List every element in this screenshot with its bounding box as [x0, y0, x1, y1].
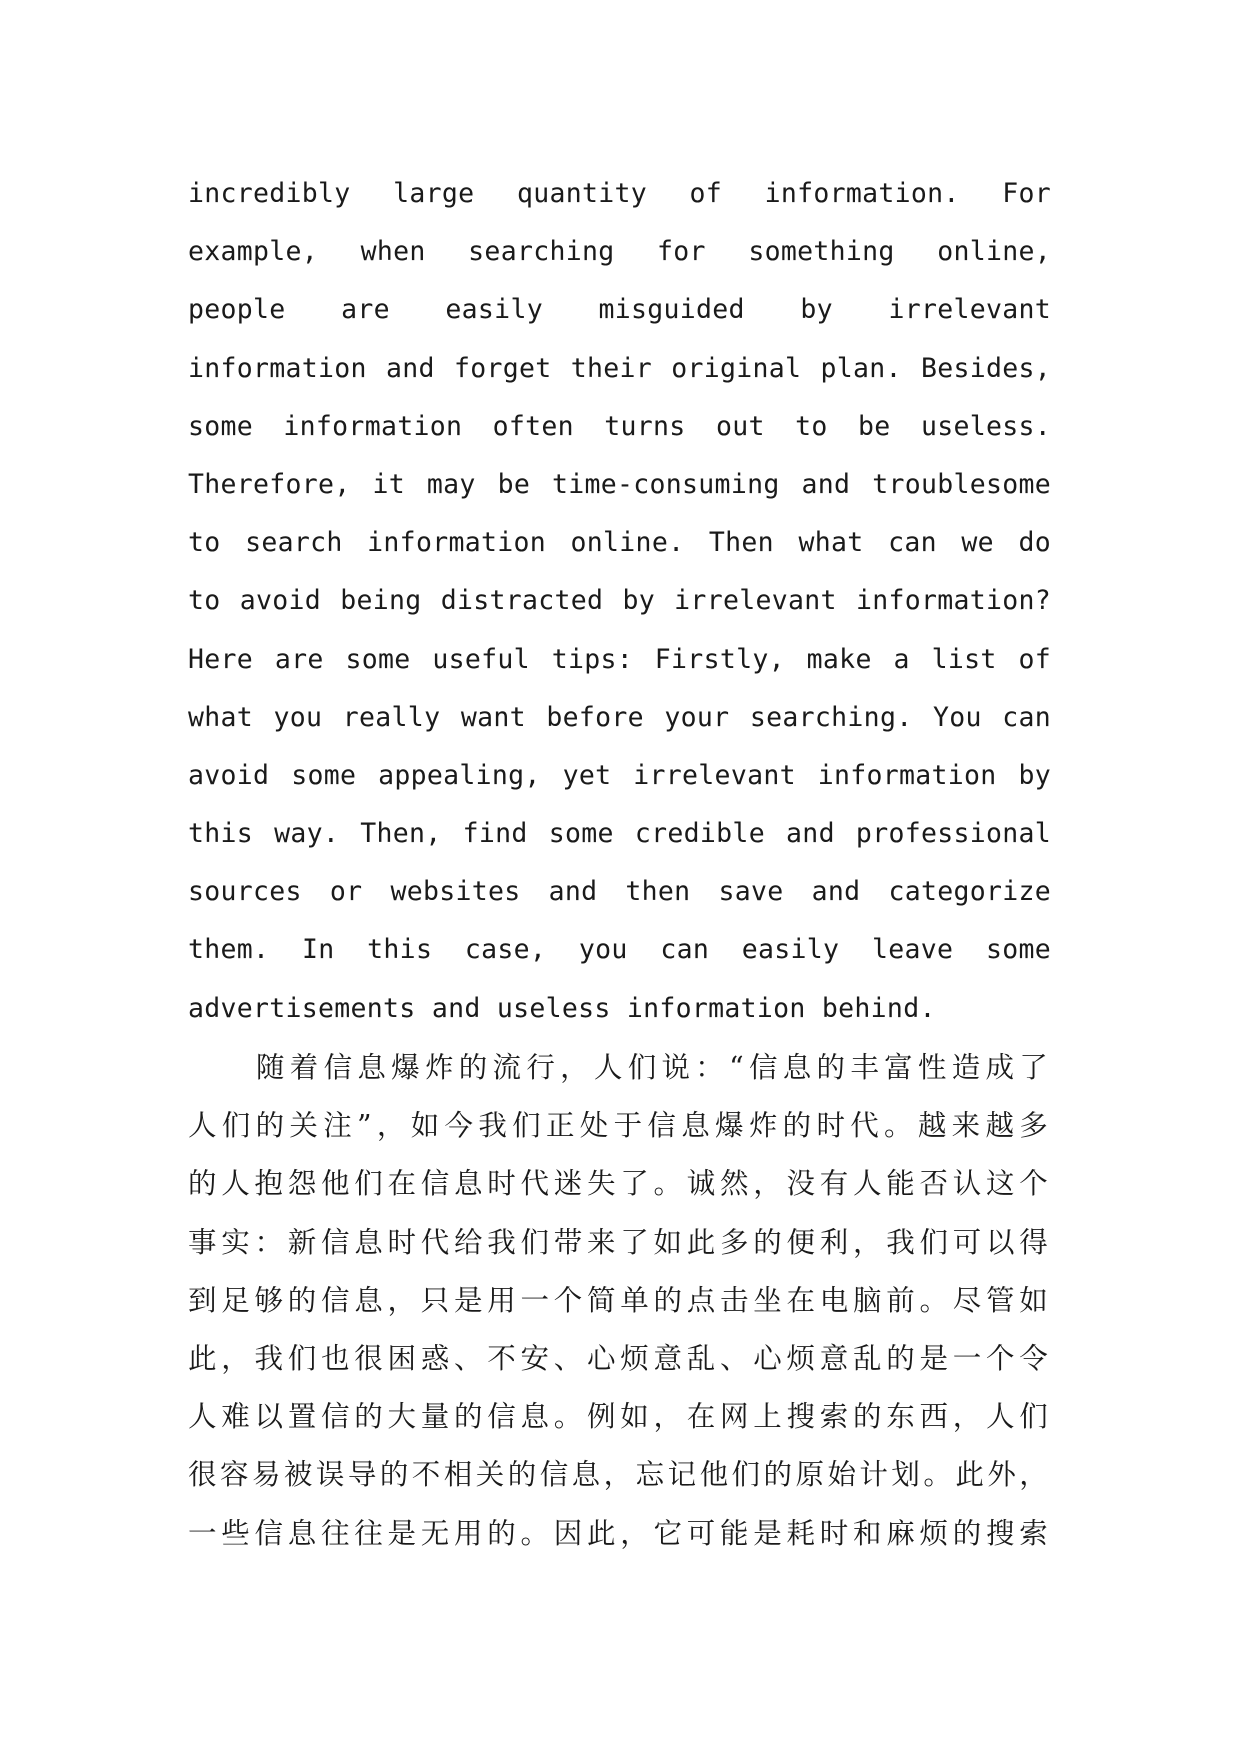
paragraph-line: people are easily misguided by irrelevant — [188, 294, 1051, 326]
paragraph-line: incredibly large quantity of information. For — [188, 178, 1051, 209]
paragraph-line: 的人抱怨他们在信息时代迷失了。诚然，没有人能否认这个 — [188, 1167, 1051, 1201]
paragraph-line: Therefore, it may be time-consuming and troublesome — [188, 468, 1051, 500]
paragraph-line: to search information online. Then what can we do — [188, 527, 1051, 559]
paragraph-line: what you really want before your searching. You can — [188, 701, 1051, 733]
paragraph-line: Here are some useful tips: Firstly, make a list of — [188, 643, 1051, 675]
paragraph-line: advertisements and useless information behind. — [188, 992, 936, 1024]
english-paragraph — [188, 165, 1051, 1038]
paragraph-line: example, when searching for something online, — [188, 236, 1051, 268]
paragraph-line: information and forget their original plan. Besides, — [188, 352, 1051, 384]
chinese-paragraph — [188, 1039, 1051, 1563]
paragraph-line: sources or websites and then save and categorize — [188, 876, 1051, 908]
paragraph-line: them. In this case, you can easily leave some — [188, 934, 1051, 966]
paragraph-line: this way. Then, find some credible and professional — [188, 818, 1051, 850]
paragraph-line: 很容易被误导的不相关的信息，忘记他们的原始计划。此外， — [188, 1458, 1051, 1492]
paragraph-line: some information often turns out to be useless. — [188, 410, 1051, 442]
paragraph-line: 此，我们也很困惑、不安、心烦意乱、心烦意乱的是一个令 — [188, 1341, 1051, 1375]
paragraph-line: 人难以置信的大量的信息。例如，在网上搜索的东西，人们 — [188, 1400, 1051, 1434]
paragraph-line: 一些信息往往是无用的。因此，它可能是耗时和麻烦的搜索 — [188, 1516, 1051, 1550]
paragraph-line: avoid some appealing, yet irrelevant information by — [188, 759, 1051, 791]
paragraph-line: 人们的关注”，如今我们正处于信息爆炸的时代。越来越多 — [188, 1109, 1051, 1143]
paragraph-line: to avoid being distracted by irrelevant information? — [188, 585, 1051, 617]
paragraph-line: 随着信息爆炸的流行，人们说：“信息的丰富性造成了 — [256, 1051, 1051, 1084]
paragraph-line: 到足够的信息，只是用一个简单的点击坐在电脑前。尽管如 — [188, 1283, 1051, 1317]
paragraph-line: 事实：新信息时代给我们带来了如此多的便利，我们可以得 — [188, 1225, 1051, 1259]
